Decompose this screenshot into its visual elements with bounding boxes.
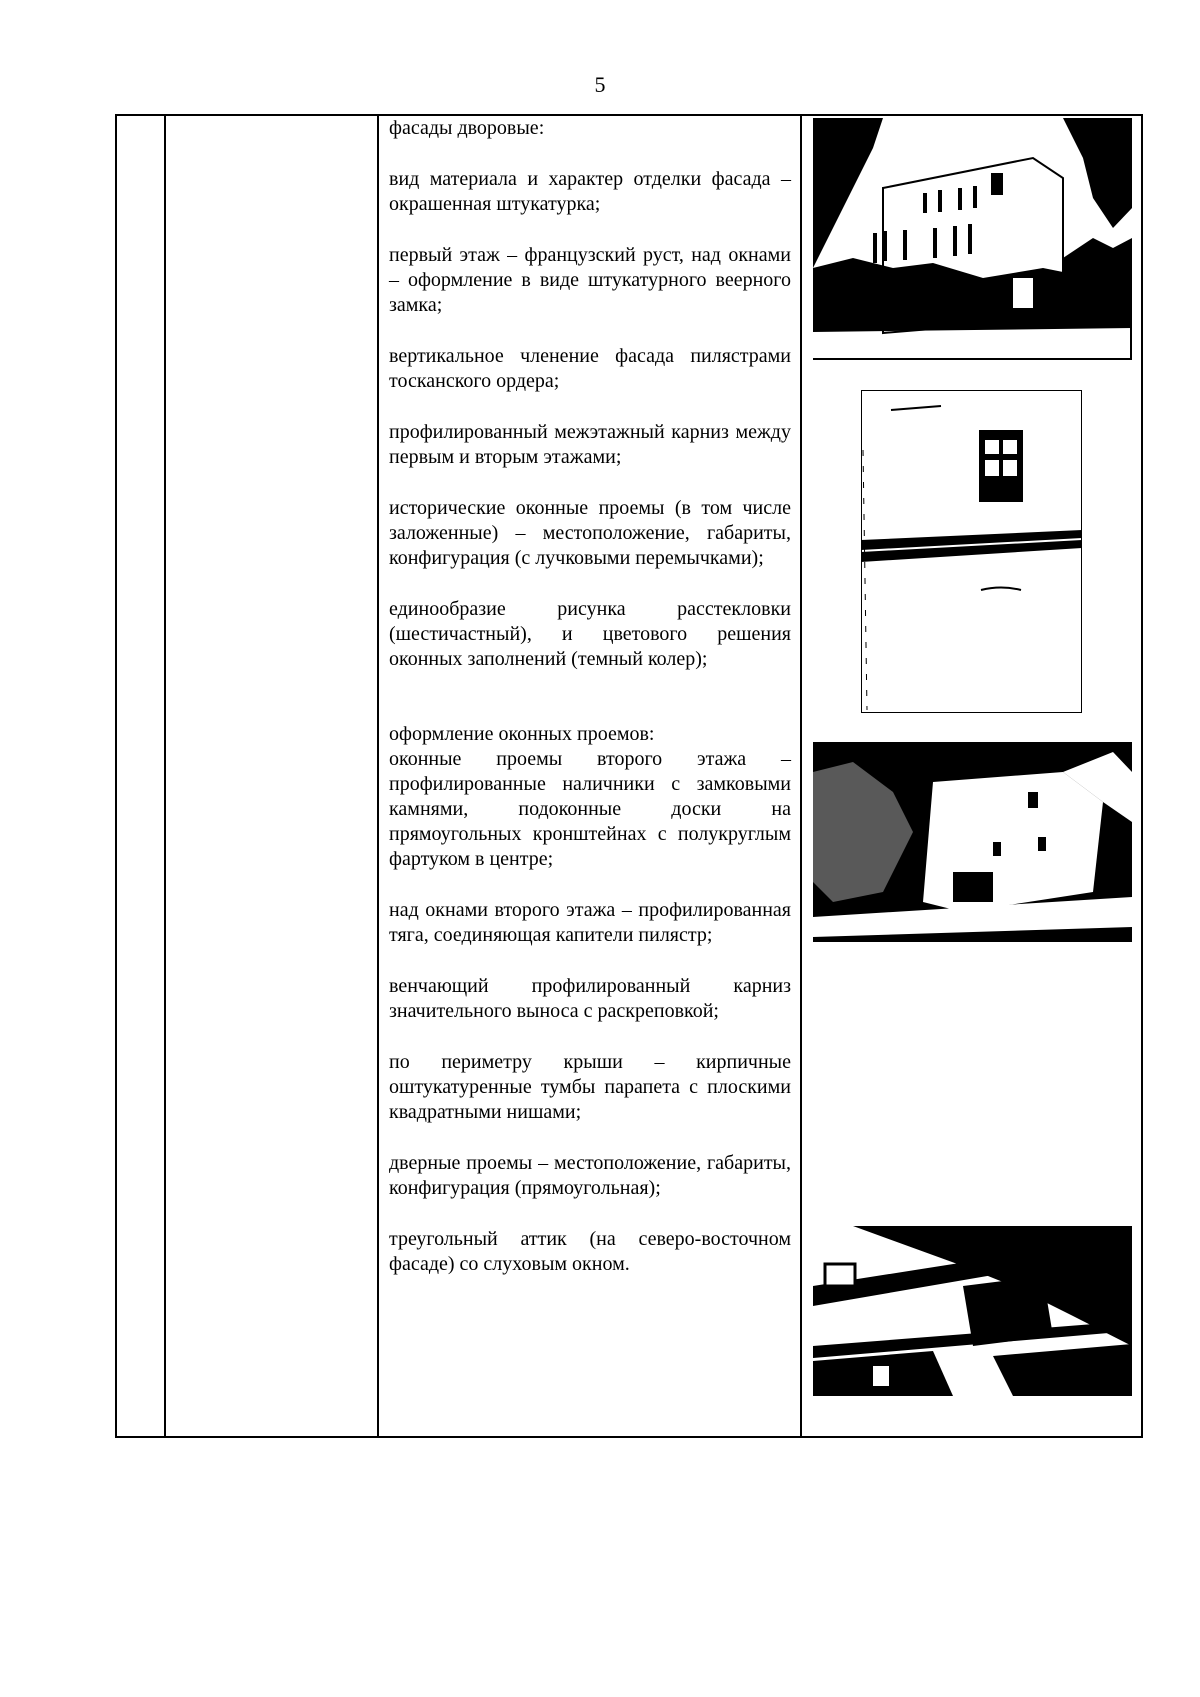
paragraph-material: вид материала и характер отделки фасада – окрашенная штукатурка;: [389, 168, 791, 215]
column-divider-2: [377, 116, 379, 1436]
attic-roof-photo-4: [813, 1226, 1132, 1396]
facade-window-cornice-photo-2: [861, 390, 1082, 713]
paragraph-second-floor-windows: оконные проемы второго этажа – профилированные наличники с замковыми камнями, подоконные доски на прямоугольных кронштейнах с полукруглым фартуком в центре;: [389, 748, 791, 870]
courtyard-facade-trees-photo-3: [813, 742, 1132, 942]
description-column: [389, 114, 791, 1277]
paragraph-attic: треугольный аттик (на северо-восточном фасаде) со слуховым окном.: [389, 1228, 791, 1275]
paragraph-string-course: над окнами второго этажа – профилированная тяга, соединяющая капители пилястр;: [389, 899, 791, 946]
paragraph-parapet: по периметру крыши – кирпичные оштукатуренные тумбы парапета с плоскими квадратными нишами;: [389, 1051, 791, 1123]
column-divider-3: [800, 116, 802, 1436]
paragraph-door-openings: дверные проемы – местоположение, габариты, конфигурация (прямоугольная);: [389, 1152, 791, 1199]
paragraph-first-floor: первый этаж – французский руст, над окнами – оформление в виде штукатурного веерного замка;: [389, 244, 791, 316]
paragraph-pilasters: вертикальное членение фасада пилястрами тосканского ордера;: [389, 345, 791, 392]
paragraph-cornice: профилированный межэтажный карниз между первым и вторым этажами;: [389, 421, 791, 468]
courtyard-facade-photo-1: [813, 118, 1132, 360]
paragraph-window-decoration-heading: оформление оконных проемов:: [389, 723, 655, 745]
paragraph-courtyard-facades: фасады дворовые:: [389, 117, 545, 139]
paragraph-window-openings: исторические оконные проемы (в том числе заложенные) – местоположение, габариты, конфигурация (с лучковыми перемычками);: [389, 497, 791, 569]
paragraph-crowning-cornice: венчающий профилированный карниз значительного выноса с раскреповкой;: [389, 975, 791, 1022]
column-divider-1: [164, 116, 166, 1436]
paragraph-glazing: единообразие рисунка расстекловки (шестичастный), и цветового решения оконных заполнений (темный колер);: [389, 598, 791, 670]
page-number: 5: [594, 72, 606, 97]
